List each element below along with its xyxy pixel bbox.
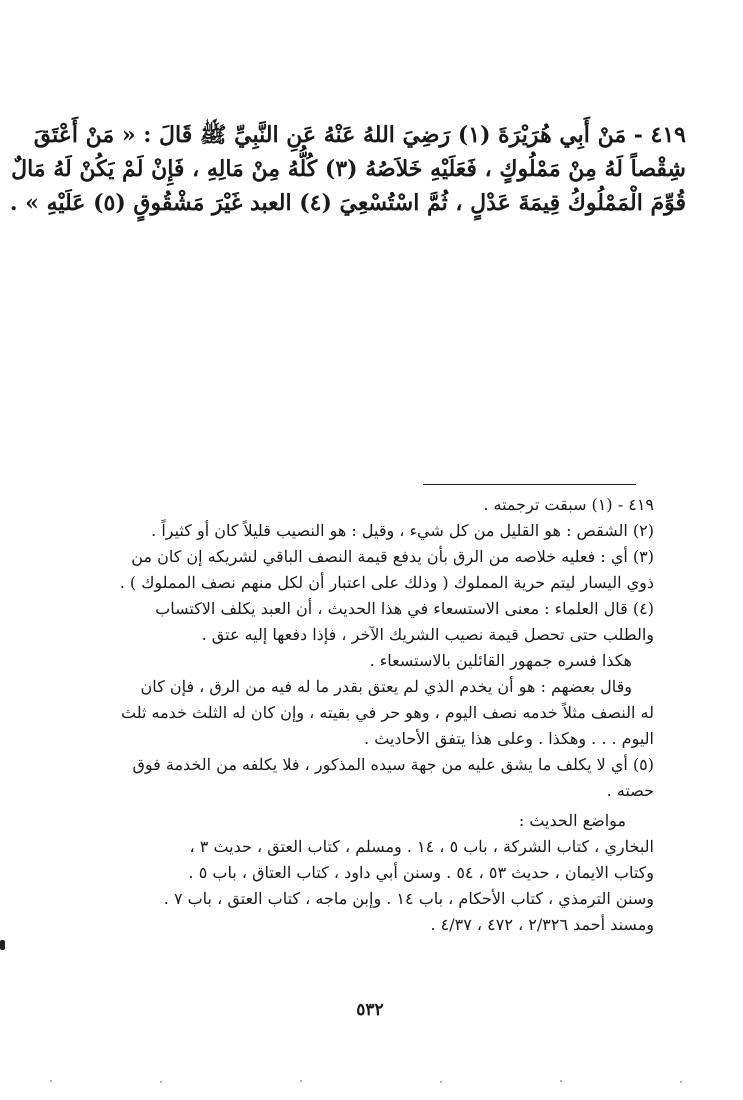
footnote-1: ٤١٩ - (١) سبقت ترجمته .: [483, 495, 654, 514]
page-number: ٥٣٢: [356, 1000, 384, 1020]
footnote-4-alt-1: وقال بعضهم : هو أن يخدم الذي لم يعتق بقدر ما له فيه من الرق ، فإن كان: [140, 677, 632, 696]
footnote-4-summary: هكذا فسره جمهور القائلين بالاستسعاء .: [369, 651, 632, 670]
hadith-line-1: ٤١٩ - مَنْ أَبِي هُرَيْرَةَ (١) رَضِيَ اللهُ عَنْهُ عَنِ النَّبِيِّ ﷺ قَالَ : « مَنْ أَعْتَقَ: [33, 122, 686, 148]
footnote-5-cont: حصته .: [606, 781, 654, 800]
scan-noise: [40, 1080, 700, 1082]
hadith-text: [9, 118, 686, 220]
hadith-line-3: قُوِّمَ الْمَمْلُوكُ قِيمَةَ عَدْلٍ ، ثُمَّ اسْتُسْعِيَ (٤) العبد غَيْرَ مَشْقُوقٍ (٥) عَلَيْهِ » .: [9, 190, 686, 216]
hadith-sources-4: ومسند أحمد ٢/٣٢٦ ، ٤٧٢ ، ٤/٣٧ .: [430, 915, 654, 934]
footnote-divider: [423, 484, 636, 485]
scan-speck: [0, 940, 5, 950]
hadith-sources-2: وكتاب الايمان ، حديث ٥٣ ، ٥٤ . وسنن أبي داود ، كتاب العتاق ، باب ٥ .: [188, 863, 654, 882]
footnote-3-cont: ذوي اليسار ليتم حرية المملوك ( وذلك على اعتبار أن لكل منهم نصف المملوك ) .: [119, 573, 654, 592]
hadith-sources-1: البخاري ، كتاب الشركة ، باب ٥ ، ١٤ . ومسلم ، كتاب العتق ، حديث ٣ ،: [189, 837, 654, 856]
hadith-sources-heading: مواضع الحديث :: [518, 811, 626, 830]
footnote-4-alt-2: له النصف مثلاً خدمه نصف اليوم ، وهو حر في بقيته ، وإن كان له الثلث خدمه ثلث: [120, 703, 654, 722]
footnote-4-alt-3: اليوم . . . وهكذا . وعلى هذا يتفق الأحاديث .: [364, 729, 654, 748]
hadith-line-2: شِقْصاً لَهُ مِنْ مَمْلُوكٍ ، فَعَلَيْهِ خَلاَصُهُ (٣) كُلُّهُ مِنْ مَالِهِ ، فَإِنْ لَمْ يَكُنْ لَهُ مَالٌ: [11, 156, 686, 182]
footnote-4: (٤) قال العلماء : معنى الاستسعاء في هذا الحديث ، أن العبد يكلف الاكتساب: [155, 599, 654, 618]
footnote-3: (٣) أي : فعليه خلاصه من الرق بأن يدفع قيمة النصف الباقي لشريكه إن كان من: [131, 547, 654, 566]
footnote-2: (٢) الشقص : هو القليل من كل شيء ، وقيل : هو النصيب قليلاً كان أو كثيراً .: [151, 521, 654, 540]
hadith-sources-3: وسنن الترمذي ، كتاب الأحكام ، باب ١٤ . وإبن ماجه ، كتاب العتق ، باب ٧ .: [163, 889, 654, 908]
footnotes: [86, 492, 654, 938]
footnote-4-cont: والطلب حتى تحصل قيمة نصيب الشريك الآخر ، فإذا دفعها إليه عتق .: [201, 625, 654, 644]
footnote-5: (٥) أي لا يكلف ما يشق عليه من جهة سيده المذكور ، فلا يكلفه من الخدمة فوق: [132, 755, 654, 774]
